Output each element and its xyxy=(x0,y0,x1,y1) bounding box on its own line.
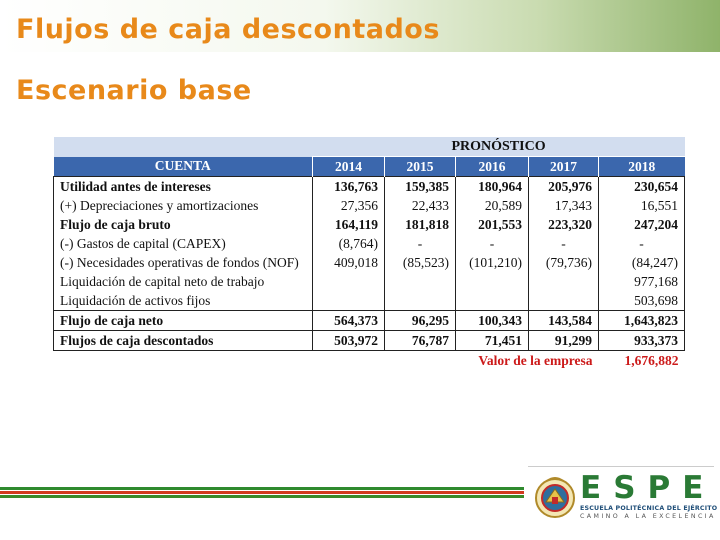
year-header: 2015 xyxy=(385,157,456,177)
cell-value: 180,964 xyxy=(456,177,529,197)
row-label: (+) Depreciaciones y amortizaciones xyxy=(54,196,313,215)
cell-value: 91,299 xyxy=(529,331,599,351)
cell-value: - xyxy=(599,234,685,253)
table-row xyxy=(54,272,685,291)
cash-flow-table xyxy=(53,137,685,370)
table-row xyxy=(54,234,685,253)
cell-value: 247,204 xyxy=(599,215,685,234)
cell-value: (85,523) xyxy=(385,253,456,272)
account-column-header: CUENTA xyxy=(54,157,313,177)
forecast-header: PRONÓSTICO xyxy=(313,137,685,157)
cell-value: 933,373 xyxy=(599,331,685,351)
enterprise-value-label: Valor de la empresa xyxy=(478,352,593,368)
cell-value: 1,643,823 xyxy=(599,311,685,331)
cell-value: 223,320 xyxy=(529,215,599,234)
slide-subtitle: Escenario base xyxy=(16,75,252,106)
row-label: Flujo de caja neto xyxy=(54,311,313,331)
cell-value: 409,018 xyxy=(313,253,385,272)
green-stripe xyxy=(0,495,524,498)
cell-value xyxy=(313,272,385,291)
cell-value xyxy=(385,291,456,311)
cell-value xyxy=(456,291,529,311)
cell-value: 201,553 xyxy=(456,215,529,234)
cell-value xyxy=(529,272,599,291)
cell-value: 564,373 xyxy=(313,311,385,331)
cell-value: (8,764) xyxy=(313,234,385,253)
cell-value: 136,763 xyxy=(313,177,385,197)
cell-value: 16,551 xyxy=(599,196,685,215)
brand-letter: E xyxy=(580,470,614,506)
year-header: 2017 xyxy=(529,157,599,177)
cell-value: 17,343 xyxy=(529,196,599,215)
row-label: Flujos de caja descontados xyxy=(54,331,313,351)
cell-value: 100,343 xyxy=(456,311,529,331)
row-label: (-) Necesidades operativas de fondos (NOF) xyxy=(54,253,313,272)
brand-letter: S xyxy=(613,470,648,506)
row-label: Utilidad antes de intereses xyxy=(54,177,313,197)
cell-value: 22,433 xyxy=(385,196,456,215)
cell-value xyxy=(313,291,385,311)
group-header-row xyxy=(54,137,685,157)
row-label: (-) Gastos de capital (CAPEX) xyxy=(54,234,313,253)
enterprise-value: 1,676,882 xyxy=(624,352,679,368)
cell-value: 503,698 xyxy=(599,291,685,311)
table-row xyxy=(54,291,685,311)
table-row xyxy=(54,331,685,351)
footer-stripes xyxy=(0,487,524,499)
spacer-cell xyxy=(313,351,385,371)
cell-value: 20,589 xyxy=(456,196,529,215)
row-label: Flujo de caja bruto xyxy=(54,215,313,234)
brand-letter: E xyxy=(682,470,716,506)
cell-value: 205,976 xyxy=(529,177,599,197)
spacer-cell xyxy=(54,351,313,371)
cell-value: 76,787 xyxy=(385,331,456,351)
cell-value: (79,736) xyxy=(529,253,599,272)
cell-value: 71,451 xyxy=(456,331,529,351)
cell-value: 503,972 xyxy=(313,331,385,351)
table-row xyxy=(54,196,685,215)
cell-value: - xyxy=(456,234,529,253)
institution-name: ESCUELA POLITÉCNICA DEL EJÉRCITO xyxy=(580,505,718,512)
row-label: Liquidación de activos fijos xyxy=(54,291,313,311)
slide-title: Flujos de caja descontados xyxy=(16,14,440,45)
cell-value: (101,210) xyxy=(456,253,529,272)
espe-logo xyxy=(528,466,718,523)
institution-seal-icon xyxy=(534,475,576,519)
table-row xyxy=(54,311,685,331)
cell-value: 159,385 xyxy=(385,177,456,197)
cell-value xyxy=(529,291,599,311)
row-label: Liquidación de capital neto de trabajo xyxy=(54,272,313,291)
cell-value: 143,584 xyxy=(529,311,599,331)
brand-letters xyxy=(580,471,715,505)
cell-value: (84,247) xyxy=(599,253,685,272)
cell-value: 27,356 xyxy=(313,196,385,215)
cell-value xyxy=(385,272,456,291)
year-header: 2016 xyxy=(456,157,529,177)
brand-letter: P xyxy=(647,470,683,506)
year-header: 2014 xyxy=(313,157,385,177)
year-header: 2018 xyxy=(599,157,685,177)
cell-value xyxy=(456,272,529,291)
cell-value: - xyxy=(529,234,599,253)
table-row xyxy=(54,215,685,234)
red-stripe xyxy=(0,491,524,494)
cell-value: 96,295 xyxy=(385,311,456,331)
cell-value: 181,818 xyxy=(385,215,456,234)
group-header-spacer xyxy=(54,137,313,157)
green-stripe xyxy=(0,487,524,490)
table-row xyxy=(54,253,685,272)
institution-motto: CAMINO A LA EXCELENCIA xyxy=(580,513,716,520)
cell-value: - xyxy=(385,234,456,253)
cell-value: 977,168 xyxy=(599,272,685,291)
cell-value: 230,654 xyxy=(599,177,685,197)
cell-value: 164,119 xyxy=(313,215,385,234)
enterprise-value-row xyxy=(54,351,685,371)
table-row xyxy=(54,177,685,197)
column-header-row xyxy=(54,157,685,177)
